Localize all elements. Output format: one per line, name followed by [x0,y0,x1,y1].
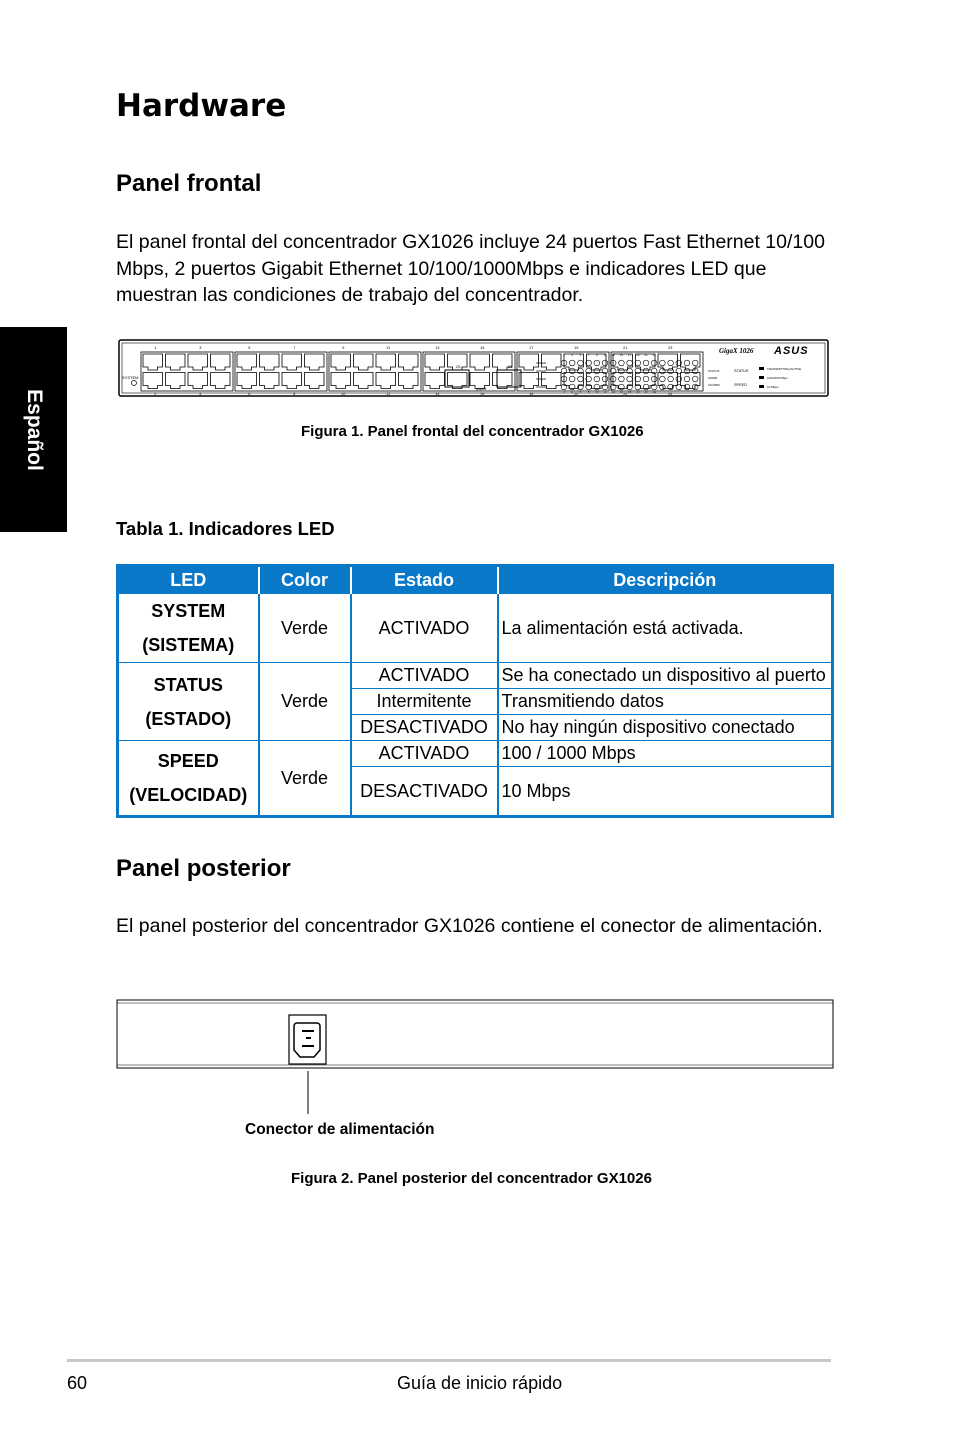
led-number: 12 [603,390,607,394]
led-group-label: SPEED [536,369,547,373]
port-number: 10 [341,392,346,396]
legend-item: 10 Mbps [767,385,779,389]
led-number: 2 [563,390,565,394]
port-number: 4 [199,392,202,396]
led-color: Verde [259,594,351,663]
front-panel-heading: Panel frontal [116,170,262,197]
port-number: 21 [623,346,628,350]
table-row [118,594,833,663]
legend-speed-label: SPEED [734,383,747,387]
figure-1-caption: Figura 1. Panel frontal del concentrador GX1026 [301,423,644,440]
port-number: 13 [435,346,440,350]
led-description: No hay ningún dispositivo conectado [498,715,833,741]
front-panel-description [116,229,825,309]
language-tab [0,327,67,532]
gigabit-label: gigabit [476,387,487,391]
table-row [118,741,833,767]
led-description: Transmitiendo datos [498,689,833,715]
port-number: 22 [623,392,628,396]
port-number: 17 [529,346,534,350]
led-number: 4 [571,390,574,394]
led-name: STATUS (ESTADO) [118,663,259,741]
led-number: 22 [644,390,648,394]
led-color: Verde [259,663,351,741]
led-group-label: SPEED [536,361,547,365]
port-number: 12 [386,392,391,396]
led-number: 3 [571,353,574,357]
legend-led [759,376,764,379]
led-status-label: STATUS [708,369,720,373]
port-number: 5 [248,346,251,350]
gig-port-number: 25 [456,364,461,369]
legend-status-label: STATUS [734,369,749,373]
led-state: ACTIVADO [351,741,498,767]
led-number: 19 [636,353,640,357]
gig-port-number: 26 [508,364,513,369]
led-table [116,564,834,818]
led-number: 16 [619,390,624,394]
led-number: 18 [627,390,632,394]
led-status-label: 1000M [708,376,718,380]
port-number: 1 [154,346,157,350]
led-number: 1 [563,353,565,357]
rear-panel-heading: Panel posterior [116,855,291,882]
port-number: 19 [574,346,579,350]
led-group-label: SPEED [536,385,547,389]
led-number: 11 [603,353,607,357]
header-state: Estado [351,566,498,594]
port-number: 14 [435,392,440,396]
table-header-row [118,566,833,594]
led-number: 14 [611,390,615,394]
port-number: 16 [480,392,485,396]
table-caption: Tabla 1. Indicadores LED [116,518,335,539]
port-number: 3 [199,346,202,350]
system-label: SYSTEM [122,375,139,380]
led-description: La alimentación está activada. [498,594,833,663]
port-number: 9 [342,346,345,350]
led-number: 8 [587,390,590,394]
legend-item: 100/1000 Mbps [767,376,788,380]
led-name: SPEED (VELOCIDAD) [118,741,259,817]
led-number: 17 [627,353,632,357]
port-number: 24 [668,392,673,396]
legend-item: TRANSMITTING/ACTIVE [767,367,802,371]
led-number: 10 [595,390,599,394]
header-color: Color [259,566,351,594]
led-description: 100 / 1000 Mbps [498,741,833,767]
led-number: 15 [619,353,624,357]
port-number: 18 [529,392,534,396]
led-state: DESACTIVADO [351,715,498,741]
port-number: 11 [386,346,391,350]
led-number: 21 [644,353,648,357]
led-color: Verde [259,741,351,817]
legend-led [759,385,764,388]
power-connector-label: Conector de alimentación [245,1121,435,1138]
port-number: 2 [154,392,157,396]
asus-logo: ASUS [774,345,809,357]
port-number: 6 [248,392,251,396]
led-number: 13 [611,353,615,357]
led-number: 9 [595,353,598,357]
led-name: SYSTEM (SISTEMA) [118,594,259,663]
led-number: 7 [587,353,590,357]
port-number: 23 [668,346,673,350]
led-number: 23 [652,353,656,357]
led-number: 24 [652,390,656,394]
language-tab-label: Español [22,388,46,471]
led-description: 10 Mbps [498,767,833,817]
led-state: Intermitente [351,689,498,715]
port-number: 8 [293,392,296,396]
rear-panel-figure [116,999,836,1119]
led-description: Se ha conectado un dispositivo al puerto [498,663,833,689]
page-number: 60 [67,1373,88,1393]
rear-panel-description: El panel posterior del concentrador GX1026 contiene el conector de alimentación. [116,915,823,937]
text-line: muestran las condiciones de trabajo del concentrador. [116,284,584,306]
port-number: 15 [480,346,485,350]
led-state: ACTIVADO [351,594,498,663]
led-number: 5 [579,353,582,357]
footer-title: Guía de inicio rápido [397,1373,563,1393]
led-number: 20 [636,390,640,394]
page-title: Hardware [116,88,287,124]
led-status-label: 10/100M [708,383,720,387]
port-number: 7 [293,346,296,350]
header-description: Descripción [498,566,833,594]
led-group-label: SPEED [536,377,547,381]
header-led: LED [118,566,259,594]
led-number: 6 [579,390,582,394]
table-row [118,663,833,689]
port-number: 20 [574,392,579,396]
footer-divider [67,1359,831,1362]
text-line: Mbps, 2 puertos Gigabit Ethernet 10/100/1000Mbps e indicadores LED que [116,257,767,280]
led-state: ACTIVADO [351,663,498,689]
model-logo: GigaX 1026 [719,347,754,355]
figure-2-caption: Figura 2. Panel posterior del concentrador GX1026 [291,1170,652,1187]
text-line: El panel frontal del concentrador GX1026 incluye 24 puertos Fast Ethernet 10/100 [116,231,825,253]
front-panel-figure [118,338,830,400]
led-state: DESACTIVADO [351,767,498,817]
legend-led [759,367,764,370]
